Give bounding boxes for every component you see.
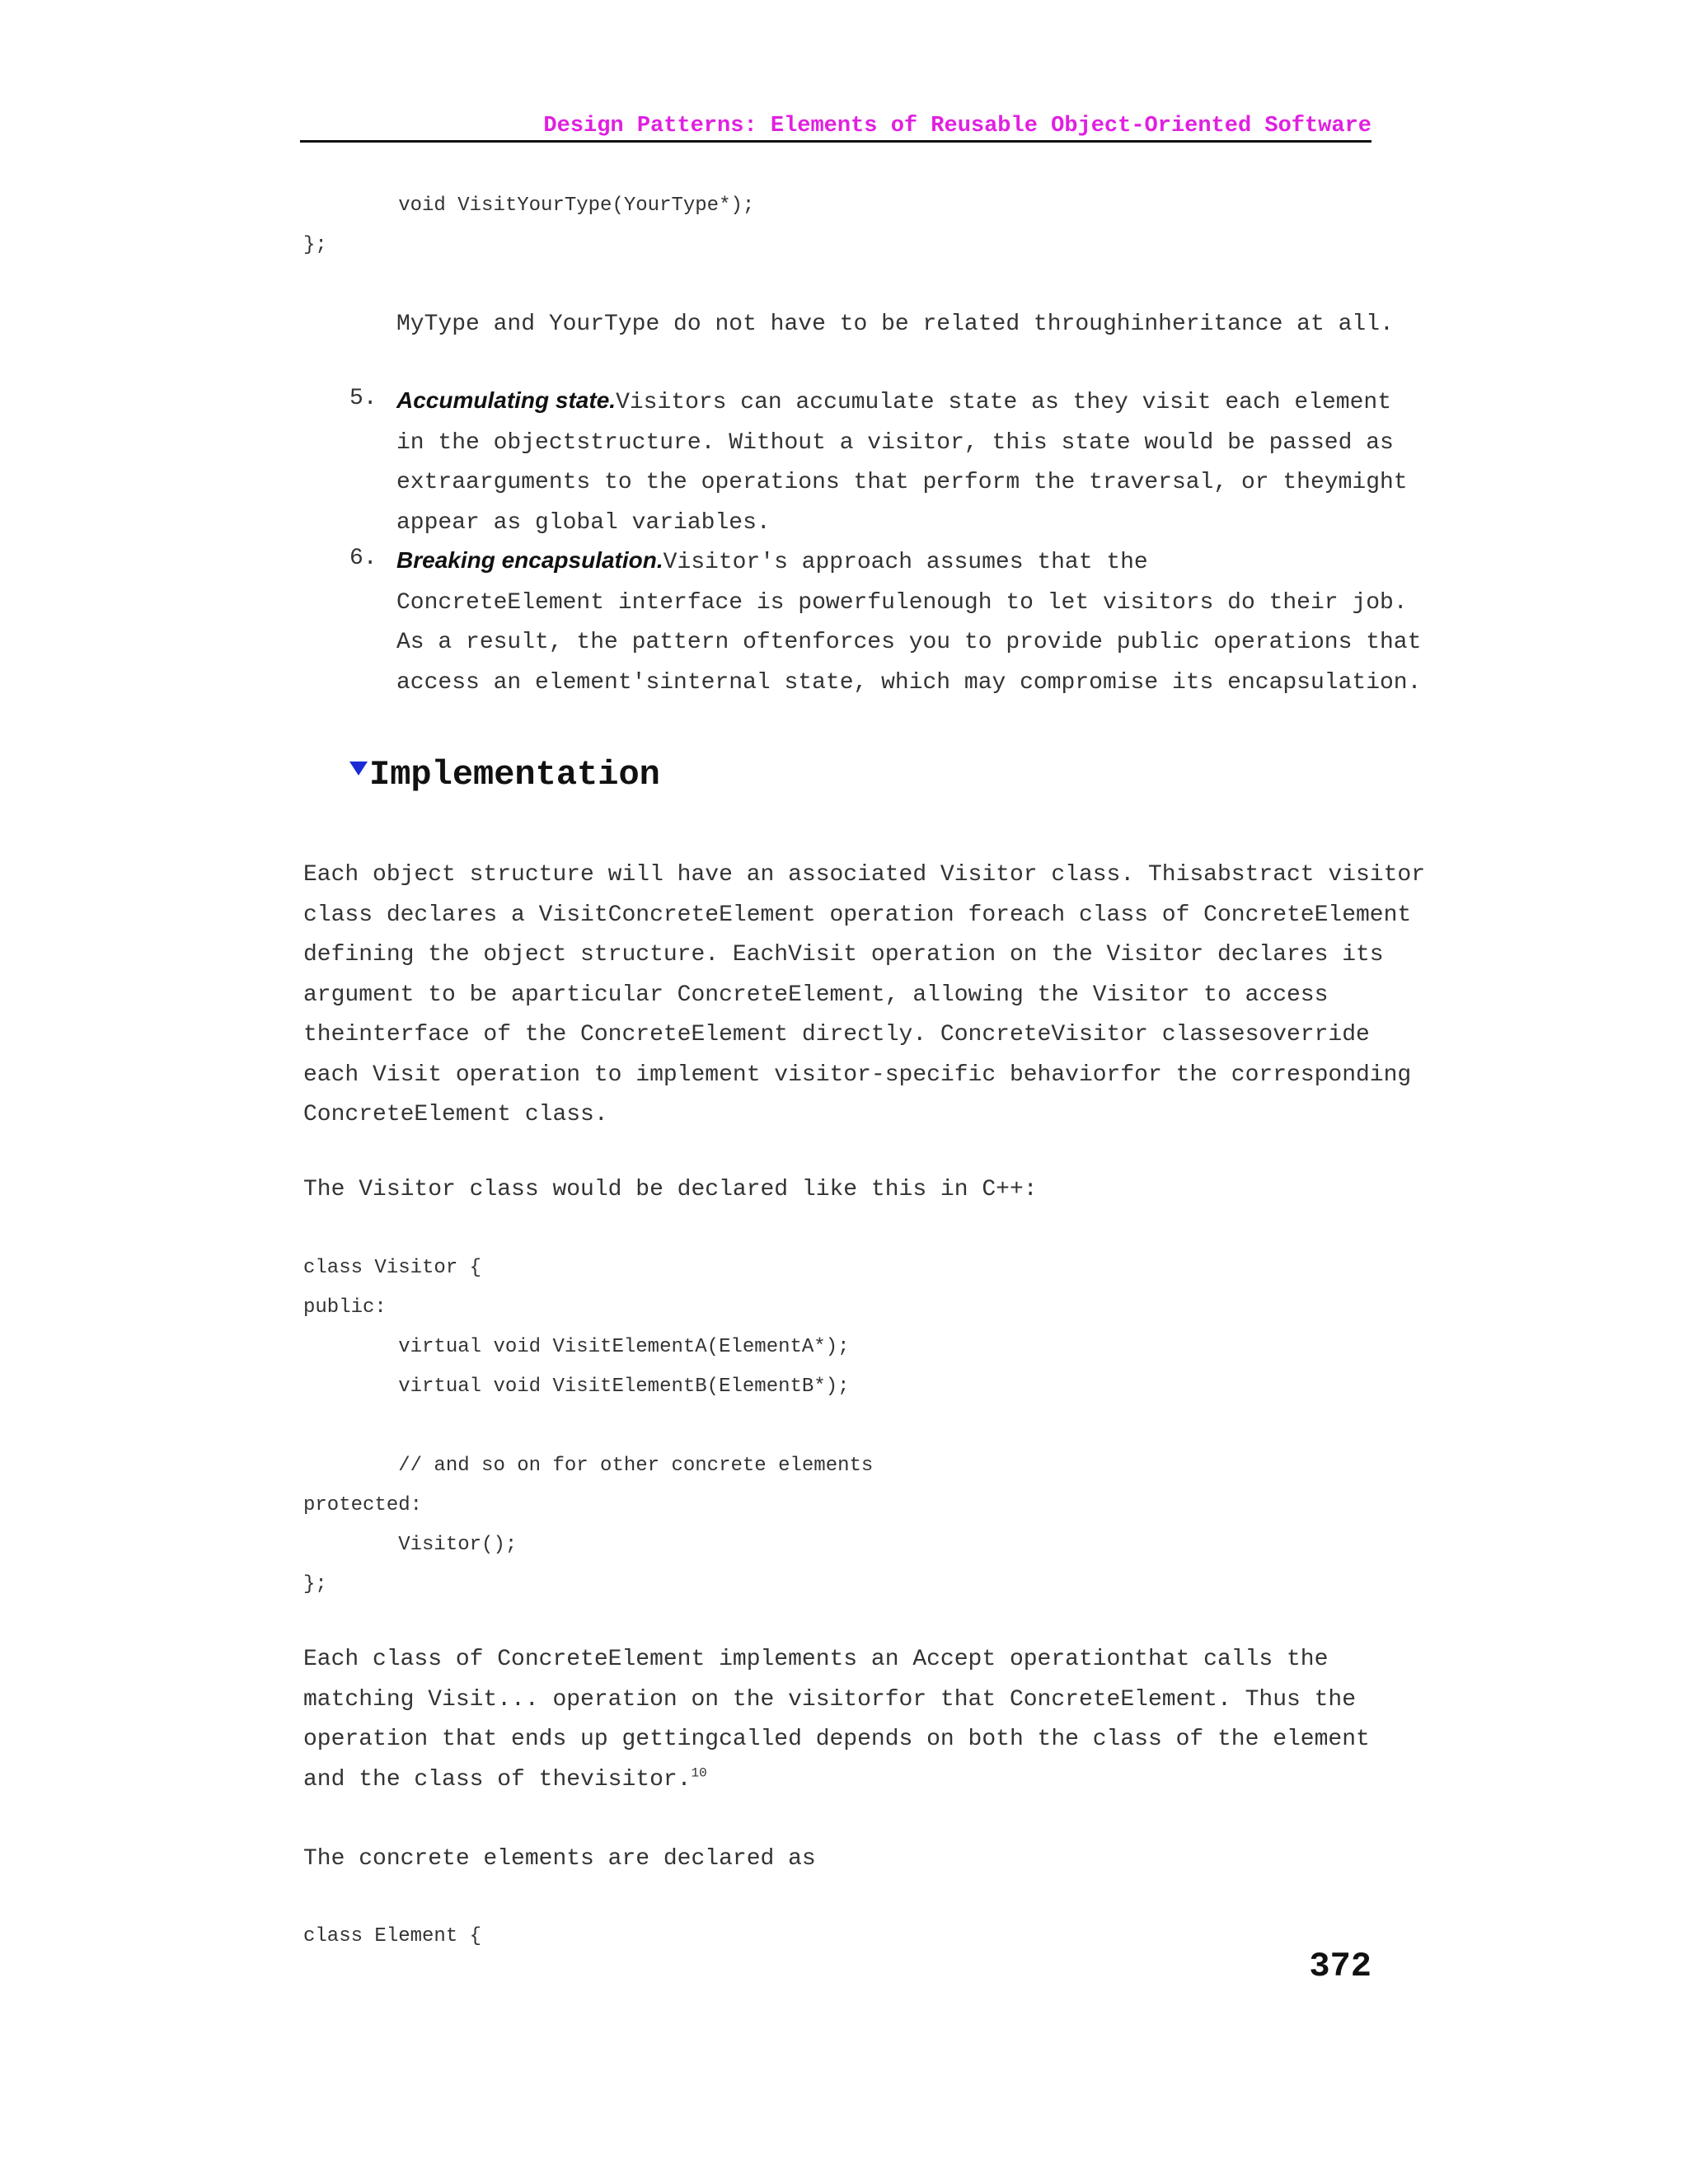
code-block-visitor bbox=[303, 1249, 873, 1605]
paragraph-line: argument to be aparticular ConcreteElement, allowing the Visitor to access bbox=[303, 982, 1329, 1008]
code-line: // and so on for other concrete elements bbox=[303, 1455, 874, 1477]
code-line: class Visitor { bbox=[303, 1257, 482, 1279]
code-line: virtual void VisitElementA(ElementA*); bbox=[303, 1336, 850, 1358]
paragraph-line: Each class of ConcreteElement implements an Accept operationthat calls the bbox=[303, 1647, 1329, 1672]
list-item-line: appear as global variables. bbox=[396, 509, 771, 536]
implementation-paragraph bbox=[303, 855, 1425, 1136]
paragraph-line: Each object structure will have an associated Visitor class. Thisabstract visitor bbox=[303, 862, 1426, 888]
list-item-term: Accumulating state. bbox=[396, 387, 617, 413]
section-heading bbox=[349, 752, 660, 798]
code-line: protected: bbox=[303, 1494, 423, 1516]
concrete-elements-intro: The concrete elements are declared as bbox=[303, 1846, 816, 1872]
code-line: void VisitYourType(YourType*); bbox=[303, 194, 755, 217]
list-item-line: Accumulating state.Visitors can accumulate state as they visit each element bbox=[396, 387, 1392, 415]
list-item-term: Breaking encapsulation. bbox=[396, 547, 663, 573]
book-title: Design Patterns: Elements of Reusable Object-Oriented Software bbox=[543, 114, 1372, 138]
code-line: Visitor(); bbox=[303, 1534, 518, 1556]
page-number: 372 bbox=[1309, 1947, 1372, 1986]
code-line: }; bbox=[303, 1573, 327, 1596]
code-line bbox=[303, 1407, 873, 1446]
list-number: 6. bbox=[349, 546, 377, 571]
list-item-line: ConcreteElement interface is powerfulenough to let visitors do their job. bbox=[396, 589, 1408, 616]
list-item-line: As a result, the pattern oftenforces you to provide public operations that bbox=[396, 630, 1422, 655]
paragraph-line: ConcreteElement class. bbox=[303, 1102, 608, 1127]
paragraph-line: and the class of thevisitor.$^{10}$ bbox=[303, 1765, 707, 1793]
paragraph-line: matching Visit... operation on the visitorfor that ConcreteElement. Thus the bbox=[303, 1686, 1357, 1713]
list-item-line: access an element'sinternal state, which may compromise its encapsulation. bbox=[396, 669, 1422, 696]
visitor-intro-text: The Visitor class would be declared like this in C++: bbox=[303, 1177, 1038, 1202]
list-item-breaking-encapsulation bbox=[396, 541, 1421, 703]
paragraph-line: theinterface of the ConcreteElement directly. ConcreteVisitor classesoverride bbox=[303, 1022, 1370, 1047]
list-item-line: in the objectstructure. Without a visitor, this state would be passed as bbox=[396, 429, 1394, 456]
note-text: MyType and YourType do not have to be related throughinheritance at all. bbox=[396, 312, 1394, 337]
accept-paragraph bbox=[303, 1640, 1370, 1800]
list-item-accumulating-state bbox=[396, 381, 1408, 543]
section-title: Implementation bbox=[369, 755, 660, 794]
list-item-line: Breaking encapsulation.Visitor's approach assumes that the bbox=[396, 547, 1148, 575]
list-item-line: extraarguments to the operations that perform the traversal, or theymight bbox=[396, 470, 1408, 495]
code-line: public: bbox=[303, 1296, 387, 1319]
code-line: virtual void VisitElementB(ElementB*); bbox=[303, 1376, 850, 1398]
code-block-element: class Element { bbox=[303, 1925, 482, 1947]
paragraph-line: defining the object structure. EachVisit operation on the Visitor declares its bbox=[303, 942, 1384, 968]
code-fragment-top bbox=[303, 186, 754, 265]
footnote-marker[interactable]: 10 bbox=[691, 1765, 707, 1781]
paragraph-line: operation that ends up gettingcalled depends on both the class of the element bbox=[303, 1727, 1370, 1752]
header-divider bbox=[300, 140, 1372, 143]
triangle-marker-icon[interactable] bbox=[349, 762, 368, 776]
code-line: }; bbox=[303, 234, 327, 256]
paragraph-line: each Visit operation to implement visitor-specific behaviorfor the corresponding bbox=[303, 1062, 1412, 1088]
paragraph-line: class declares a VisitConcreteElement operation foreach class of ConcreteElement bbox=[303, 902, 1412, 928]
list-number: 5. bbox=[349, 386, 377, 411]
